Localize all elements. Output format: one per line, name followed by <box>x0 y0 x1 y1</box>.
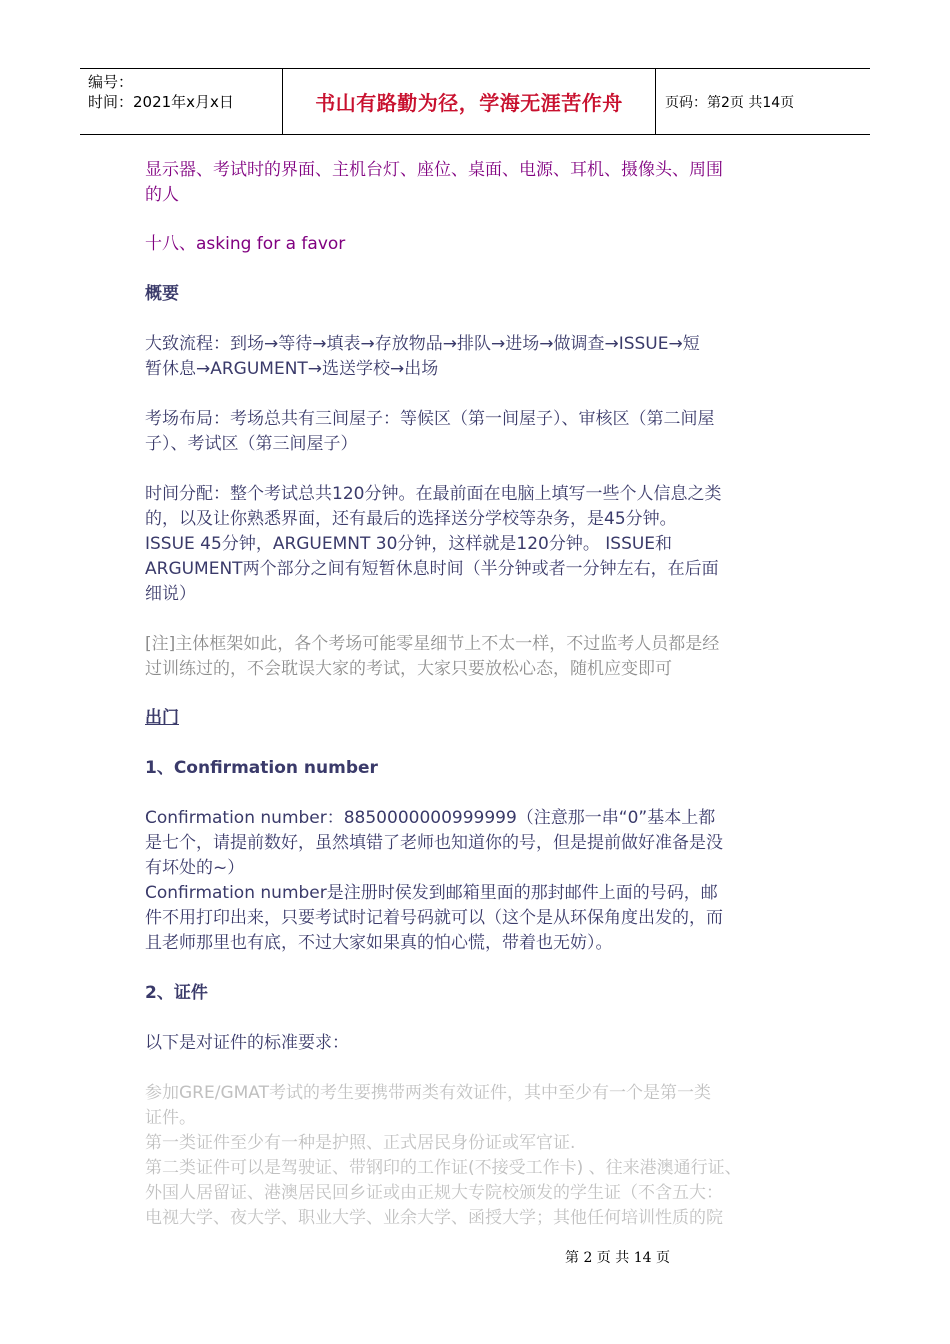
note-line: [注]主体框架如此，各个考场可能零星细节上不太一样，不过监考人员都是经 <box>145 634 720 654</box>
section-18-title: 十八、asking for a favor <box>145 234 346 254</box>
conf-line: 件不用打印出来，只要考试时记着号码就可以（这个是从环保角度出发的，而 <box>145 908 723 928</box>
heading-documents: 2、证件 <box>145 983 208 1003</box>
req-line: 第二类证件可以是驾驶证、带钢印的工作证(不接受工作卡) 、往来港澳通行证、 <box>145 1158 742 1178</box>
header-table <box>80 68 870 135</box>
time-label: 时间：2021年x月x日 <box>88 93 234 111</box>
header-page-label: 页码：第2页 共14页 <box>665 94 795 111</box>
summary-heading: 概要 <box>145 284 179 304</box>
req-line: 电视大学、夜大学、职业大学、业余大学、函授大学；其他任何培训性质的院 <box>145 1208 723 1228</box>
flow-line: 大致流程：到场→等待→填表→存放物品→排队→进场→做调查→ISSUE→短 <box>145 334 700 354</box>
header-meta <box>80 69 282 134</box>
conf-line: 有坏处的~） <box>145 858 245 878</box>
heading-confirmation: 1、Confirmation number <box>145 758 378 778</box>
time-line: ARGUMENT两个部分之间有短暂休息时间（半分钟或者一分钟左右，在后面 <box>145 559 719 579</box>
time-line: 细说） <box>145 584 196 604</box>
time-line: 时间分配：整个考试总共120分钟。在最前面在电脑上填写一些个人信息之类 <box>145 484 722 504</box>
layout-line: 考场布局：考场总共有三间屋子：等候区（第一间屋子）、审核区（第二间屋 <box>145 409 715 429</box>
time-line: 的，以及让你熟悉界面，还有最后的选择送分学校等杂务，是45分钟。 <box>145 509 677 529</box>
text-line: 显示器、考试时的界面、主机台灯、座位、桌面、电源、耳机、摄像头、周围 <box>145 160 723 180</box>
layout-line: 子）、考试区（第三间屋子） <box>145 434 358 454</box>
req-line: 第一类证件至少有一种是护照、正式居民身份证或军官证. <box>145 1133 576 1153</box>
footer-page-number: 第 2 页 共 14 页 <box>565 1250 670 1266</box>
document-body <box>145 158 813 1231</box>
req-line: 外国人居留证、港澳居民回乡证或由正规大专院校颁发的学生证（不含五大： <box>145 1183 723 1203</box>
out-heading: 出门 <box>145 708 179 728</box>
number-label: 编号： <box>88 73 134 91</box>
text-line: 的人 <box>145 185 179 205</box>
time-line: ISSUE 45分钟，ARGUEMNT 30分钟，这样就是120分钟。 ISSUE和 <box>145 534 673 554</box>
conf-line: Confirmation number是注册时侯发到邮箱里面的那封邮件上面的号码，邮 <box>145 883 718 903</box>
req-intro: 以下是对证件的标准要求： <box>145 1033 349 1053</box>
conf-line: 是七个，请提前数好，虽然填错了老师也知道你的号，但是提前做好准备是没 <box>145 833 723 853</box>
header-motto: 书山有路勤为径，学海无涯苦作舟 <box>282 69 656 134</box>
flow-line: 暂休息→ARGUMENT→选送学校→出场 <box>145 359 439 379</box>
note-line: 过训练过的，不会耽误大家的考试，大家只要放松心态，随机应变即可 <box>145 659 672 679</box>
conf-line: 且老师那里也有底，不过大家如果真的怕心慌，带着也无妨）。 <box>145 933 613 953</box>
conf-line: Confirmation number：8850000000999999（注意那一串“0”基本上都 <box>145 808 716 828</box>
req-line: 参加GRE/GMAT考试的考生要携带两类有效证件，其中至少有一个是第一类 <box>145 1083 711 1103</box>
req-line: 证件。 <box>145 1108 196 1128</box>
